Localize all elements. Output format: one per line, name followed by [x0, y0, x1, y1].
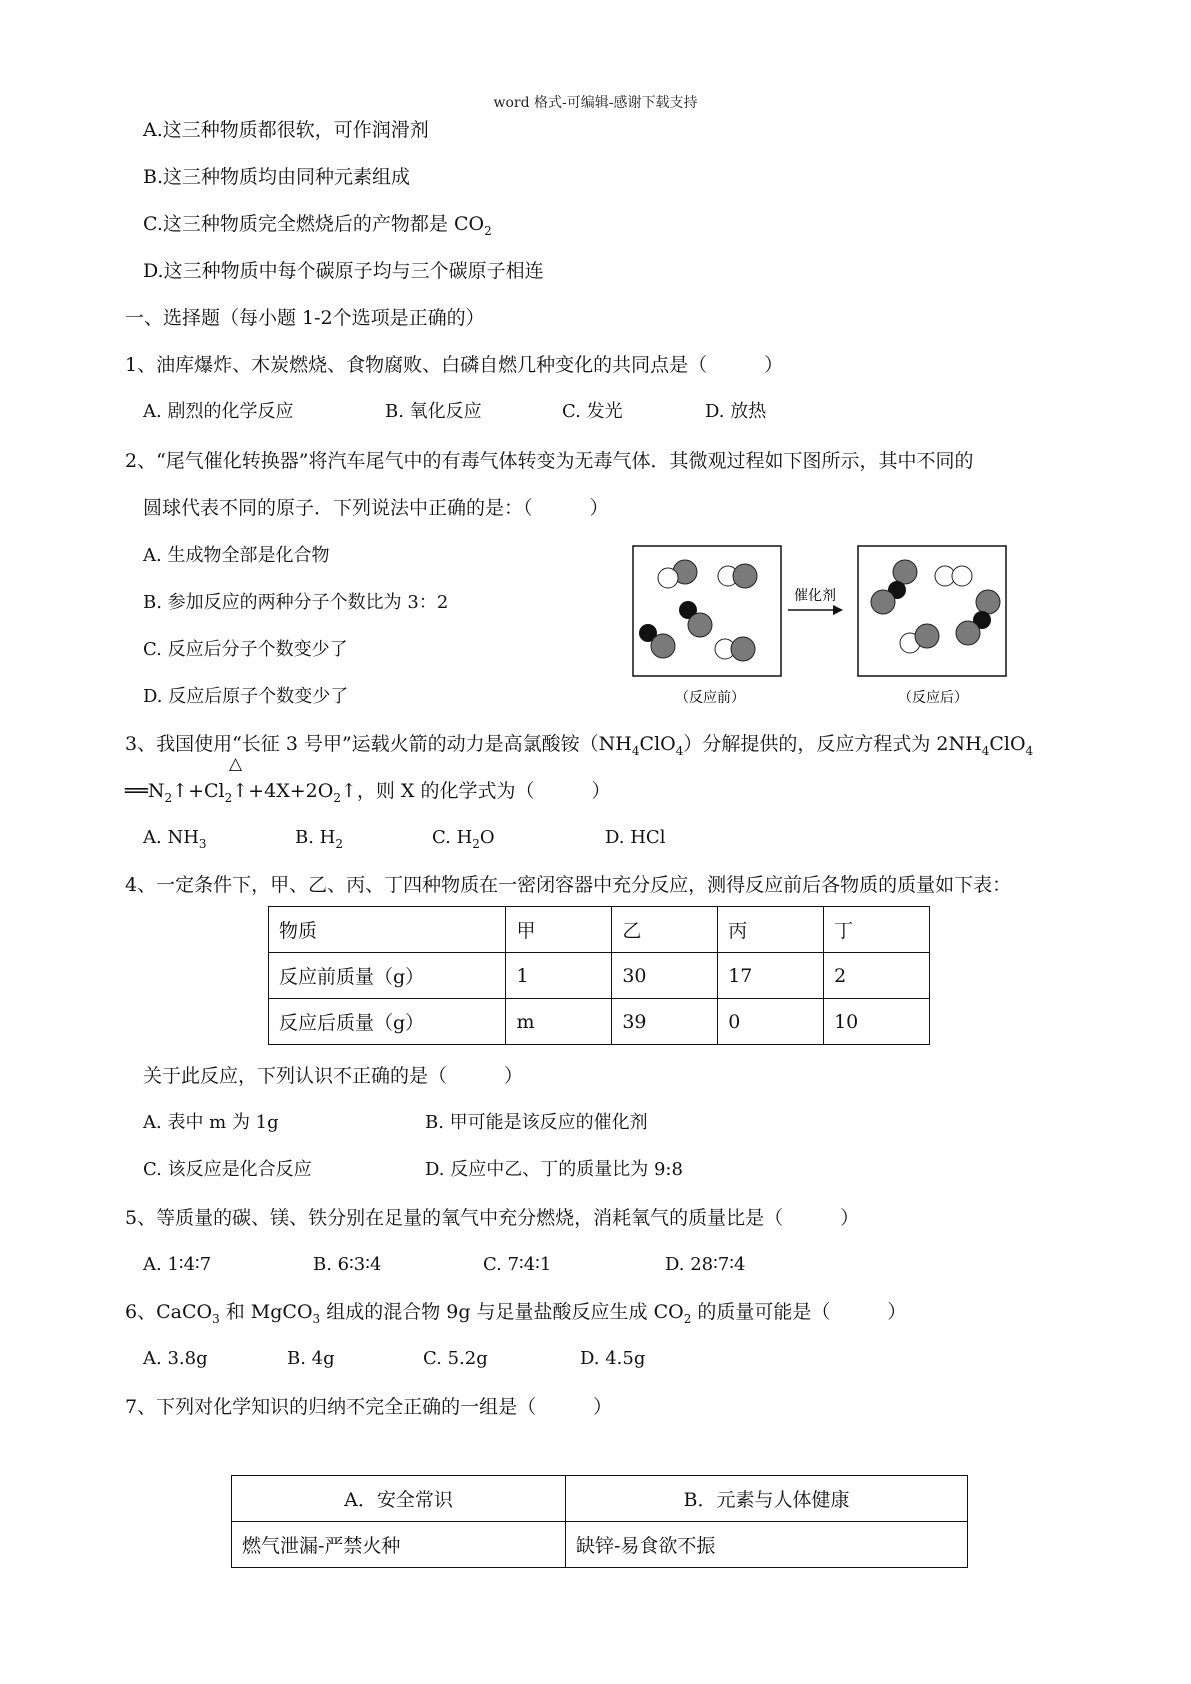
q1-option-b: B. 氧化反应	[385, 401, 482, 422]
table-cell: 丁	[824, 907, 930, 953]
q6-option-c: C. 5.2g	[423, 1348, 488, 1369]
q4-option-d: D. 反应中乙、丁的质量比为 9:8	[425, 1159, 683, 1180]
atom-grey	[733, 564, 757, 588]
q5-option-a: A. 1∶4∶7	[143, 1254, 212, 1275]
table-cell: m	[506, 999, 612, 1045]
q7-knowledge-table	[231, 1475, 968, 1568]
q6-option-a: A. 3.8g	[143, 1348, 208, 1369]
q3-option-d: D. HCl	[605, 827, 666, 848]
q1-option-c: C. 发光	[562, 401, 623, 422]
table-cell: B．元素与人体健康	[566, 1476, 968, 1522]
table-cell: 2	[824, 953, 930, 999]
table-header-row	[232, 1476, 968, 1522]
table-cell: 燃气泄漏-严禁火种	[232, 1522, 566, 1568]
atom-grey	[688, 613, 712, 637]
after-caption: （反应后）	[898, 690, 968, 706]
q7-stem: 7、下列对化学知识的归纳不完全正确的一组是（ ）	[125, 1396, 613, 1418]
table-row	[269, 999, 930, 1045]
heat-symbol: △	[229, 754, 243, 774]
atom-grey	[731, 637, 755, 661]
table-cell: 反应后质量（g）	[269, 999, 506, 1045]
atom-grey	[956, 621, 980, 645]
table-cell: 17	[718, 953, 824, 999]
table-cell: A．安全常识	[232, 1476, 566, 1522]
table-cell: 30	[612, 953, 718, 999]
q5-option-b: B. 6∶3∶4	[313, 1254, 382, 1275]
table-cell: 缺锌-易食欲不振	[566, 1522, 968, 1568]
q4-stem: 4、一定条件下，甲、乙、丙、丁四种物质在一密闭容器中充分反应，测得反应前后各物质的质量如下表：	[125, 874, 1012, 896]
q4-option-c: C. 该反应是化合反应	[143, 1159, 312, 1180]
q4-option-b: B. 甲可能是该反应的催化剂	[425, 1112, 648, 1133]
atom-grey	[893, 560, 917, 584]
table-cell: 10	[824, 999, 930, 1045]
page-header: word 格式-可编辑-感谢下载支持	[493, 95, 698, 111]
q5-option-d: D. 28∶7∶4	[665, 1254, 746, 1275]
table-row	[269, 953, 930, 999]
q3-option-b: B. $H_2$	[295, 827, 344, 851]
atom-grey	[871, 590, 895, 614]
q3-stem-line2: $══N_2↑+Cl_2↑+4X+2O_2↑$，则 X 的化学式为（ ）	[125, 780, 611, 805]
q1-option-d: D. 放热	[705, 401, 767, 422]
table-cell: 39	[612, 999, 718, 1045]
atom-white	[952, 566, 972, 586]
table-cell: 0	[718, 999, 824, 1045]
table-row	[232, 1522, 968, 1568]
before-box	[633, 546, 781, 676]
catalyst-label: 催化剂	[794, 588, 836, 604]
prev-option-b: B.这三种物质均由同种元素组成	[143, 166, 411, 188]
q6-option-d: D. 4.5g	[580, 1348, 646, 1369]
q6-stem: 6、CaCO$_3$ 和 MgCO$_3$ 组成的混合物 9g 与足量盐酸反应生成 $CO_2$ 的质量可能是（ ）	[125, 1301, 907, 1326]
section-title: 一、选择题（每小题 1-2个选项是正确的）	[125, 307, 485, 329]
q4-option-a: A. 表中 m 为 1g	[143, 1112, 279, 1133]
atom-grey	[651, 634, 675, 658]
q4-question: 关于此反应，下列认识不正确的是（ ）	[143, 1065, 524, 1087]
q2-option-a: A. 生成物全部是化合物	[143, 545, 330, 566]
q6-option-b: B. 4g	[287, 1348, 335, 1369]
q2-stem-line1: 2、“尾气催化转换器”将汽车尾气中的有毒气体转变为无毒气体．其微观过程如下图所示，其中不同的	[125, 450, 974, 472]
q1-stem: 1、油库爆炸、木炭燃烧、食物腐败、白磷自燃几种变化的共同点是（ ）	[125, 354, 784, 376]
q2-option-d: D. 反应后原子个数变少了	[143, 686, 349, 707]
table-cell: 丙	[718, 907, 824, 953]
q3-option-a: A. $NH_3$	[143, 827, 207, 851]
before-caption: （反应前）	[675, 690, 745, 706]
prev-option-c: C.这三种物质完全燃烧后的产物都是 $CO_2$	[143, 213, 492, 238]
q5-stem: 5、等质量的碳、镁、铁分别在足量的氧气中充分燃烧，消耗氧气的质量比是（ ）	[125, 1207, 860, 1229]
table-cell: 物质	[269, 907, 506, 953]
table-header-row	[269, 907, 930, 953]
prev-option-a: A.这三种物质都很软，可作润滑剂	[143, 119, 429, 141]
q3-stem-line1: 3、我国使用“长征 3 号甲”运载火箭的动力是高氯酸铵$(NH_4ClO_4)$分解提供的，反应方程式为 $2NH_4ClO_4$	[125, 733, 1034, 758]
q1-option-a: A. 剧烈的化学反应	[143, 401, 294, 422]
table-cell: 乙	[612, 907, 718, 953]
atom-white	[658, 568, 678, 588]
table-cell: 反应前质量（g）	[269, 953, 506, 999]
table-cell: 1	[506, 953, 612, 999]
q2-option-c: C. 反应后分子个数变少了	[143, 639, 348, 660]
prev-option-d: D.这三种物质中每个碳原子均与三个碳原子相连	[143, 260, 544, 282]
q3-option-c: C. $H_2O$	[432, 827, 495, 851]
reaction-diagram	[625, 540, 1065, 715]
arrow-head	[833, 605, 843, 615]
table-cell: 甲	[506, 907, 612, 953]
q4-mass-table	[268, 906, 930, 1045]
q2-stem-line2: 圆球代表不同的原子．下列说法中正确的是：（ ）	[143, 497, 609, 519]
atom-grey	[915, 624, 939, 648]
q2-option-b: B. 参加反应的两种分子个数比为 3：2	[143, 592, 449, 613]
atom-grey	[976, 590, 1000, 614]
q5-option-c: C. 7∶4∶1	[483, 1254, 552, 1275]
